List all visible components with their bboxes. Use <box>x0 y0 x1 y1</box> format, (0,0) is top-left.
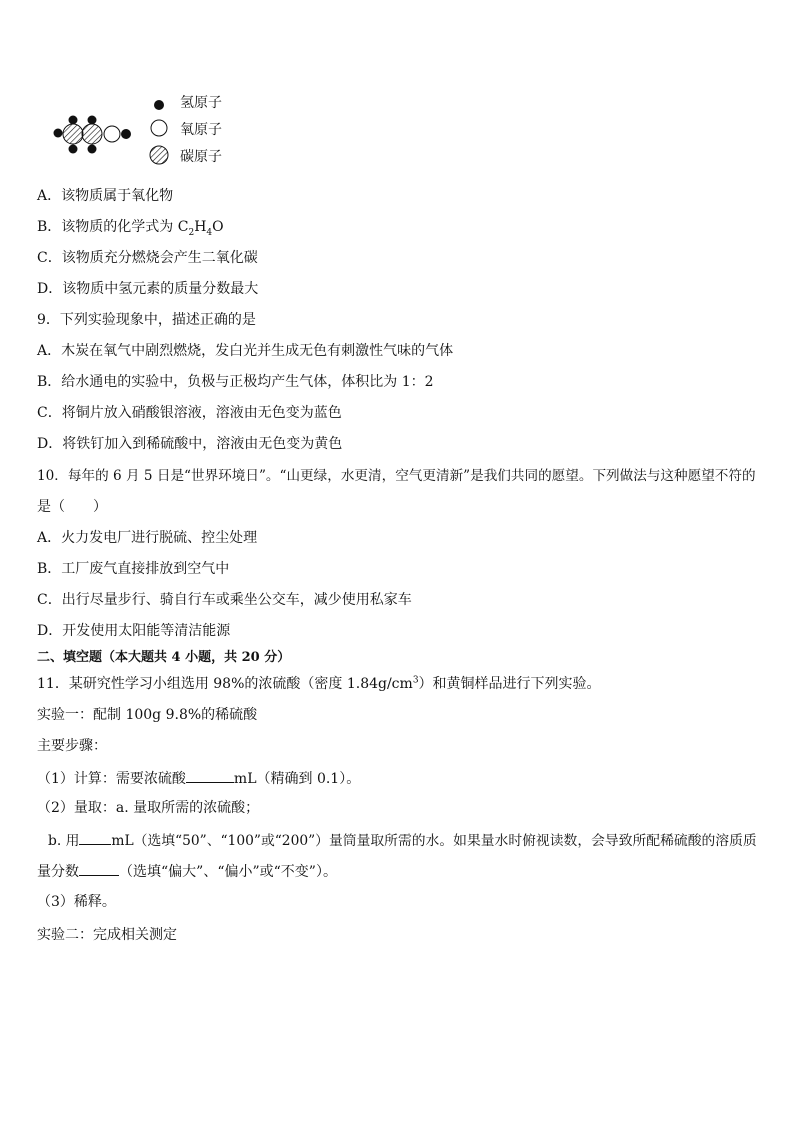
legend-carbon-symbol <box>150 146 168 164</box>
section-heading: 二、填空题（本大题共 4 小题，共 20 分） <box>37 650 291 665</box>
q10-option-a: A．火力发电厂进行脱硫、控尘处理 <box>37 530 258 546</box>
q11-stem: 11．某研究性学习小组选用 98%的浓硫酸（密度 $1.84g/cm^3$）和黄铜样品进行下列实验。 <box>37 675 601 692</box>
hydrogen-atom <box>69 116 78 125</box>
q8-option-c: C．该物质充分燃烧会产生二氧化碳 <box>37 250 258 266</box>
q9-option-b: B．给水通电的实验中，负极与正极均产生气体，体积比为 1：2 <box>37 374 434 390</box>
q11-step-3: （3）稀释。 <box>37 894 116 910</box>
legend-oxygen-label: 氧原子 <box>180 122 222 138</box>
hydrogen-atom <box>121 129 131 139</box>
carbon-atom <box>63 124 83 144</box>
q11-steps-title: 主要步骤： <box>37 738 107 754</box>
q11-step-2b-line2: 量分数 （选填“偏大”、“偏小”或“不变”）。 <box>37 861 337 881</box>
q11-experiment-1: 实验一：配制 100g 9.8%的稀硫酸 <box>37 707 258 723</box>
q11-step-1: （1）计算：需要浓硫酸 mL（精确到 0.1）。 <box>37 768 360 788</box>
q9-option-a: A．木炭在氧气中剧烈燃烧，发白光并生成无色有刺激性气味的气体 <box>37 343 454 359</box>
legend-hydrogen-label: 氢原子 <box>180 95 222 111</box>
q8-option-b: B．该物质的化学式为 $C_2H_4O$ <box>37 219 224 238</box>
q11-step-2b: b. 用 mL（选填“50”、“100”或“200”）量筒量取所需的水。如果量水时俯视读数，会导致所配稀硫酸的溶质质 <box>48 830 757 850</box>
molecule-model-diagram <box>50 112 140 160</box>
oxygen-atom <box>104 126 120 142</box>
legend-carbon-label: 碳原子 <box>180 149 222 165</box>
q10-option-c: C．出行尽量步行、骑自行车或乘坐公交车，减少使用私家车 <box>37 592 412 608</box>
hydrogen-atom <box>69 145 78 154</box>
q9-stem: 9．下列实验现象中，描述正确的是 <box>37 312 256 328</box>
q11-step-2a: （2）量取：a. 量取所需的浓硫酸； <box>37 800 260 816</box>
q9-option-c: C．将铜片放入硝酸银溶液，溶液由无色变为蓝色 <box>37 405 342 421</box>
answer-blank[interactable] <box>79 830 111 845</box>
q11-experiment-2: 实验二：完成相关测定 <box>37 927 177 943</box>
q9-option-d: D．将铁钉加入到稀硫酸中，溶液由无色变为黄色 <box>37 436 343 452</box>
q8-option-a: A．该物质属于氧化物 <box>37 188 174 204</box>
legend-oxygen-symbol <box>151 120 167 136</box>
q8-option-d: D．该物质中氢元素的质量分数最大 <box>37 281 259 297</box>
q10-option-b: B．工厂废气直接排放到空气中 <box>37 561 230 577</box>
answer-blank[interactable] <box>186 768 234 783</box>
q10-stem-line2: 是（ ） <box>37 499 107 515</box>
answer-blank[interactable] <box>79 861 119 876</box>
carbon-atom <box>82 124 102 144</box>
q10-option-d: D．开发使用太阳能等清洁能源 <box>37 623 231 639</box>
hydrogen-atom <box>88 145 97 154</box>
legend-hydrogen-symbol <box>154 100 164 110</box>
hydrogen-atom <box>88 116 97 125</box>
q10-stem-line1: 10．每年的 6 月 5 日是“世界环境日”。“山更绿，水更清，空气更清新”是我们共同的愿望。下列做法与这种愿望不符的 <box>37 468 756 484</box>
legend-symbols <box>148 92 174 166</box>
hydrogen-atom <box>54 129 63 138</box>
